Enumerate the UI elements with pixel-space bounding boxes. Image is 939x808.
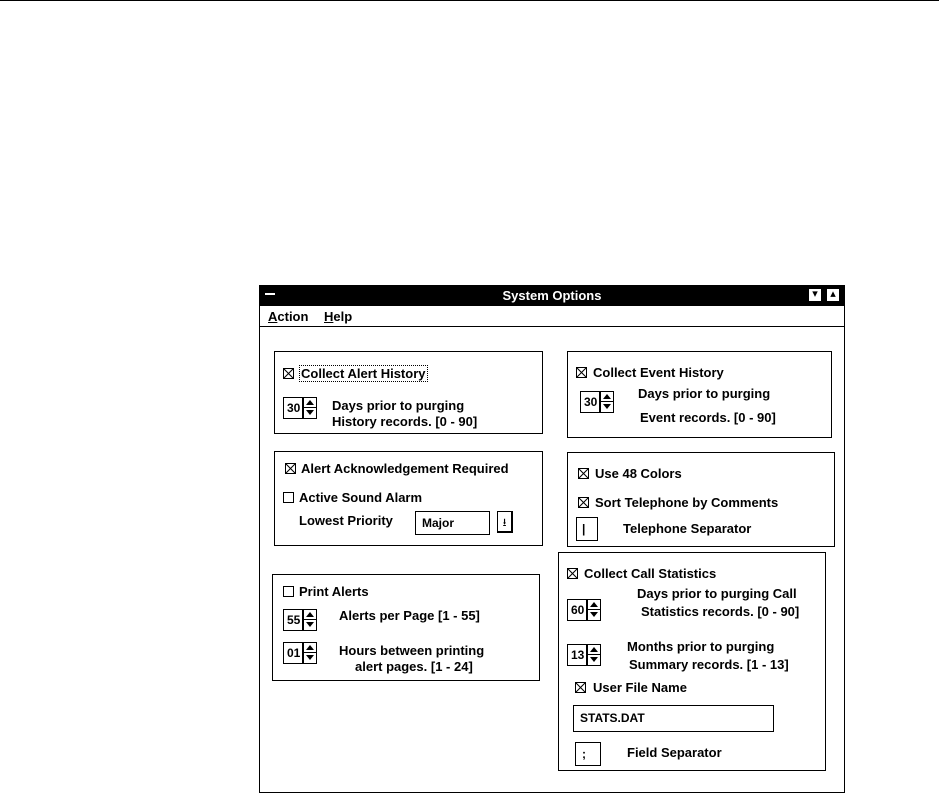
menu-action[interactable]: Action (268, 309, 309, 324)
event-days-input[interactable]: 30 (580, 391, 600, 413)
lowest-priority-select[interactable]: Major (415, 511, 490, 535)
page-top-rule (0, 0, 939, 1)
spin-down-icon[interactable] (303, 653, 317, 664)
maximize-button[interactable] (826, 288, 840, 302)
lowest-priority-label: Lowest Priority (299, 513, 393, 528)
months-label-1: Months prior to purging (627, 639, 775, 654)
spin-down-icon[interactable] (600, 402, 614, 413)
user-file-name-checkbox[interactable] (575, 682, 586, 693)
call-days-label-1: Days prior to purging Call (637, 586, 797, 601)
months-input[interactable]: 13 (567, 644, 587, 666)
call-days-spinner[interactable] (587, 599, 601, 621)
months-spinner[interactable] (587, 644, 601, 666)
collect-alert-history-label: Collect Alert History (301, 366, 426, 381)
window-title: System Options (502, 288, 602, 303)
user-file-name-input[interactable]: STATS.DAT (573, 705, 774, 732)
print-alerts-group (272, 574, 540, 681)
spin-up-icon[interactable] (303, 609, 317, 620)
hours-between-input[interactable]: 01 (283, 642, 303, 664)
spin-up-icon[interactable] (303, 397, 317, 408)
system-options-window (259, 285, 845, 793)
months-label-2: Summary records. [1 - 13] (629, 657, 789, 672)
spin-down-icon[interactable] (587, 610, 601, 621)
call-days-label-2: Statistics records. [0 - 90] (641, 604, 800, 619)
collect-alert-history-checkbox[interactable] (283, 368, 294, 379)
dropdown-arrow-icon: ⭳ (502, 517, 507, 529)
field-separator-input[interactable]: ; (575, 742, 601, 766)
call-days-input[interactable]: 60 (567, 599, 587, 621)
event-days-label-2: Event records. [0 - 90] (640, 410, 776, 425)
alert-days-input[interactable]: 30 (283, 397, 303, 419)
active-sound-alarm-label: Active Sound Alarm (299, 490, 423, 505)
alert-history-group (274, 351, 543, 434)
spin-down-icon[interactable] (303, 408, 317, 419)
minimize-icon: ▾ (812, 288, 818, 300)
event-history-group (567, 351, 832, 438)
alerts-per-page-label: Alerts per Page [1 - 55] (339, 608, 480, 623)
acknowledge-group (274, 451, 543, 546)
use-48-colors-label: Use 48 Colors (595, 466, 682, 481)
alert-ack-required-checkbox[interactable] (285, 463, 296, 474)
alert-days-label-1: Days prior to purging (332, 398, 465, 413)
hours-between-label-2: alert pages. [1 - 24] (355, 659, 473, 674)
user-file-name-label: User File Name (593, 680, 687, 695)
lowest-priority-dropdown-button[interactable] (497, 511, 513, 533)
menu-bar (260, 306, 844, 327)
spin-up-icon[interactable] (587, 599, 601, 610)
telephone-separator-input[interactable]: | (576, 517, 598, 541)
print-alerts-checkbox[interactable] (283, 586, 294, 597)
collect-event-history-label: Collect Event History (593, 365, 724, 380)
call-statistics-group (558, 552, 826, 771)
hours-between-spinner[interactable] (303, 642, 317, 664)
active-sound-alarm-checkbox[interactable] (283, 492, 294, 503)
field-separator-label: Field Separator (627, 745, 722, 760)
menu-help[interactable]: Help (324, 309, 353, 324)
collect-call-stats-label: Collect Call Statistics (584, 566, 717, 581)
spin-down-icon[interactable] (303, 620, 317, 631)
spin-up-icon[interactable] (303, 642, 317, 653)
event-days-label-1: Days prior to purging (638, 386, 771, 401)
alert-days-spinner[interactable] (303, 397, 317, 419)
collect-event-history-checkbox[interactable] (576, 367, 587, 378)
alerts-per-page-input[interactable]: 55 (283, 609, 303, 631)
minimize-button[interactable] (808, 288, 822, 302)
title-bar[interactable] (260, 286, 844, 306)
alert-ack-required-label: Alert Acknowledgement Required (301, 461, 509, 476)
collect-call-stats-checkbox[interactable] (567, 568, 578, 579)
spin-down-icon[interactable] (587, 655, 601, 666)
telephone-separator-label: Telephone Separator (623, 521, 752, 536)
spin-up-icon[interactable] (587, 644, 601, 655)
print-alerts-label: Print Alerts (299, 584, 369, 599)
use-48-colors-checkbox[interactable] (578, 468, 589, 479)
hours-between-label-1: Hours between printing (339, 643, 485, 658)
spin-up-icon[interactable] (600, 391, 614, 402)
alerts-per-page-spinner[interactable] (303, 609, 317, 631)
sort-telephone-label: Sort Telephone by Comments (595, 495, 779, 510)
event-days-spinner[interactable] (600, 391, 614, 413)
alert-days-label-2: History records. [0 - 90] (332, 414, 478, 429)
sort-telephone-checkbox[interactable] (578, 497, 589, 508)
maximize-icon: ▴ (830, 288, 836, 300)
display-options-group (567, 452, 835, 547)
